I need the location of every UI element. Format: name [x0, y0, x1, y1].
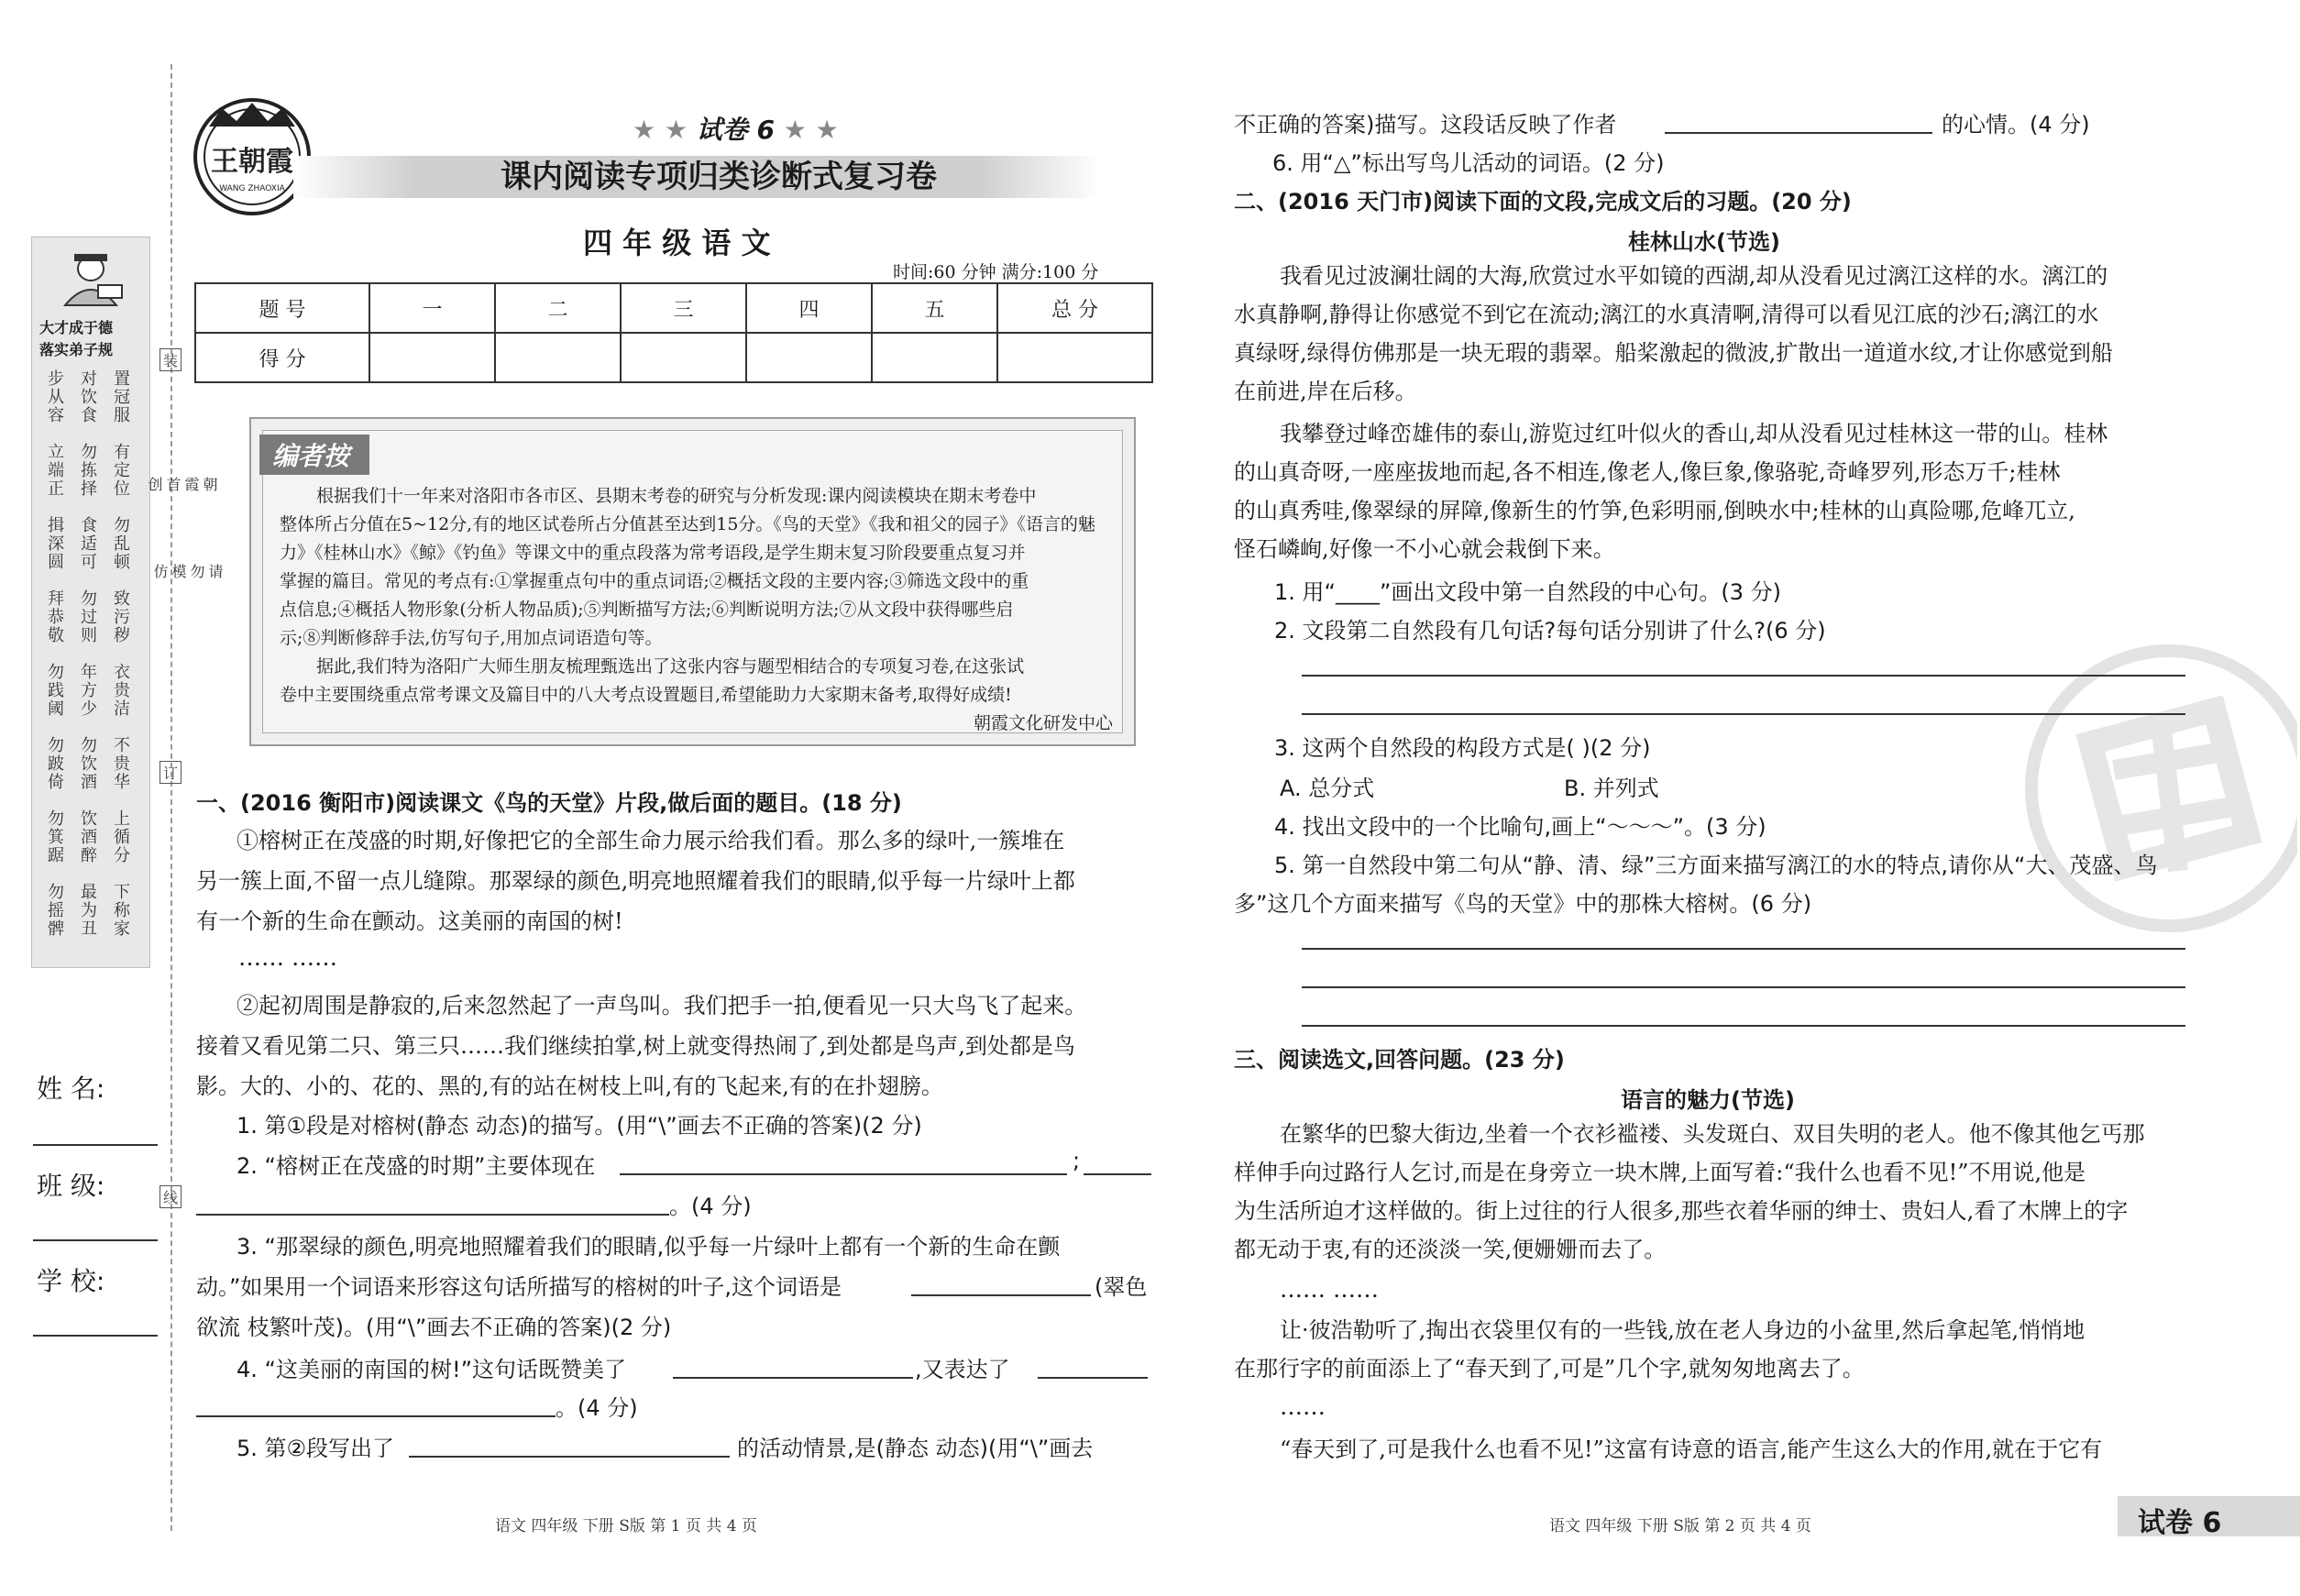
score-table	[194, 282, 1153, 383]
footer-badge: 试卷 6	[2138, 1507, 2222, 1539]
s1p1-line: 有一个新的生命在颤动。这美丽的南国的树!	[196, 908, 623, 934]
s3p2-line: 让·彼浩勒听了,掏出衣袋里仅有的一些钱,放在老人身边的小盆里,然后拿起笔,悄悄地	[1280, 1317, 2085, 1343]
s3p1-line: 在繁华的巴黎大街边,坐着一个衣衫褴褛、头发斑白、双目失明的老人。他不像其他乞丐那	[1280, 1121, 2145, 1147]
motto-title-2: 落实弟子规	[39, 341, 114, 358]
score-cell[interactable]	[872, 333, 997, 382]
s1p1-line: ①榕树正在茂盛的时期,好像把它的全部生命力展示给我们看。那么多的绿叶,一簇堆在	[237, 828, 1065, 853]
motto-column: 步从容	[45, 369, 64, 424]
s1-q2-answer-blank-3[interactable]	[196, 1214, 669, 1216]
side-note-1: 朝霞首创	[146, 477, 218, 493]
motto-panel	[31, 237, 150, 968]
semicolon: ;	[1073, 1148, 1081, 1173]
motto-column: 对饮食	[78, 369, 97, 424]
grade-subject: 四 年 级 语 文	[583, 226, 771, 260]
s1-q5-answer-blank[interactable]	[409, 1456, 730, 1458]
s1-q4-answer-blank-1[interactable]	[673, 1377, 913, 1379]
editor-note-line: 掌握的篇目。常见的考点有:①掌握重点句中的重点词语;②概括文段的主要内容;③筛选文段中的重	[280, 571, 1029, 591]
s1-q4-text: 4. “这美丽的南国的树!”这句话既赞美了	[237, 1357, 627, 1382]
motto-column: 有定位	[111, 443, 130, 498]
s1-q2-end: 。(4 分)	[669, 1194, 752, 1219]
s1-q5-mood-blank[interactable]	[1665, 132, 1932, 134]
s1-question-3-opt: (翠色	[1095, 1274, 1148, 1300]
binding-mark-3: 线	[160, 1185, 182, 1208]
section1-heading: 一、(2016 衡阳市)阅读课文《鸟的天堂》片段,做后面的题目。(18 分)	[196, 790, 902, 816]
s1-question-3-line2: 动。”如果用一个词语来形容这句话所描写的榕树的叶子,这个词语是	[196, 1274, 842, 1300]
s1-q5-rest: 的活动情景,是(静态 动态)(用“\”画去	[737, 1436, 1094, 1461]
name-field-label: 姓 名:	[37, 1073, 105, 1104]
s2p2-line: 我攀登过峰峦雄伟的泰山,游览过红叶似火的香山,却从没看见过桂林这一带的山。桂林	[1280, 421, 2108, 446]
s1p2-line: 影。大的、小的、花的、黑的,有的站在树枝上叫,有的飞起来,有的在扑翅膀。	[196, 1073, 943, 1099]
editor-note-title: 编者按	[259, 435, 369, 475]
section2-heading: 二、(2016 天门市)阅读下面的文段,完成文后的习题。(20 分)	[1234, 189, 1852, 215]
section3-ellipsis: …… ……	[1280, 1276, 1379, 1303]
s1-q4-answer-blank-2[interactable]	[1038, 1377, 1148, 1379]
motto-column: 上循分	[111, 809, 130, 864]
s1-q4-end: 。(4 分)	[556, 1395, 638, 1421]
motto-column: 勿过则	[78, 589, 97, 644]
motto-column: 勿跛倚	[45, 736, 64, 791]
class-field-input[interactable]	[33, 1239, 158, 1241]
s1-question-1: 1. 第①段是对榕树(静态 动态)的描写。(用“\”画去不正确的答案)(2 分)	[237, 1113, 922, 1139]
s2p1-line: 真绿呀,绿得仿佛那是一块无瑕的翡翠。船桨激起的微波,扩散出一道道水纹,才让你感觉到船	[1234, 340, 2113, 366]
editor-note-line: 根据我们十一年来对洛阳市各市区、县期末考卷的研究与分析发现:课内阅读模块在期末考卷中	[316, 486, 1037, 506]
motto-column: 致污秽	[111, 589, 130, 644]
class-field-label: 班 级:	[37, 1171, 105, 1201]
s1-q2-text: 2. “榕树正在茂盛的时期”主要体现在	[237, 1153, 596, 1179]
scholar-figure-icon	[49, 248, 133, 307]
exam-number: ★ ★ 试卷 6 ★ ★	[633, 115, 839, 145]
motto-column: 勿摇髀	[45, 883, 64, 938]
s2-q5-answer-line-3[interactable]	[1302, 1025, 2185, 1027]
school-field-label: 学 校:	[37, 1266, 105, 1296]
motto-column: 勿乱顿	[111, 516, 130, 571]
s3p1-line: 为生活所迫才这样做的。街上过往的行人很多,那些衣着华丽的绅士、贵妇人,看了木牌上的字	[1234, 1198, 2129, 1224]
score-header-cell: 三	[621, 283, 746, 333]
motto-column: 立端正	[45, 443, 64, 498]
section3-ellipsis-2: ……	[1280, 1393, 1326, 1420]
score-cell[interactable]	[369, 333, 495, 382]
s1-question-6: 6. 用“△”标出写鸟儿活动的词语。(2 分)	[1272, 150, 1665, 176]
editor-note-line: 力》《桂林山水》《鲸》《钓鱼》等课文中的重点段落为常考语段,是学生期末复习阶段要重点复习并	[280, 543, 1026, 563]
editor-note-box	[249, 417, 1136, 746]
section1-ellipsis: …… ……	[238, 944, 337, 971]
watermark-seal	[2022, 642, 2297, 935]
motto-column: 勿饮酒	[78, 736, 97, 791]
score-header-cell: 一	[369, 283, 495, 333]
editor-note-line: 卷中主要围绕重点常考课文及篇目中的八大考点设置题目,希望能助力大家期末备考,取得好成绩!	[280, 685, 1012, 705]
s2-q3-option-b[interactable]: B. 并列式	[1564, 776, 1659, 801]
s1p2-line: ②起初周围是静寂的,后来忽然起了一声鸟叫。我们把手一拍,便看见一只大鸟飞了起来。	[237, 993, 1087, 1018]
s1-question-3-line3: 欲流 枝繁叶茂)。(用“\”画去不正确的答案)(2 分)	[196, 1315, 672, 1340]
footer-left: 语文 四年级 下册 S版 第 1 页 共 4 页	[495, 1517, 757, 1535]
motto-column: 置冠服	[111, 369, 130, 424]
s2-question-1: 1. 用“____”画出文段中第一自然段的中心句。(3 分)	[1274, 579, 1782, 605]
motto-column: 年方少	[78, 663, 97, 718]
motto-column: 揖深圆	[45, 516, 64, 571]
score-header-cell: 二	[495, 283, 621, 333]
svg-text:WANG ZHAOXIA: WANG ZHAOXIA	[219, 184, 285, 193]
motto-column: 不贵华	[111, 736, 130, 791]
s2p1-line: 水真静啊,静得让你感觉不到它在流动;漓江的水真清啊,清得可以看见江底的沙石;漓江的水	[1234, 302, 2099, 327]
motto-column: 勿拣择	[78, 443, 97, 498]
page-title: 课内阅读专项归类诊断式复习卷	[501, 159, 937, 195]
editor-note-line: 示;⑧判断修辞手法,仿写句子,用加点词语造句等。	[280, 628, 663, 648]
s2p2-line: 的山真秀哇,像翠绿的屏障,像新生的竹笋,色彩明丽,倒映水中;桂林的山真险哪,危峰兀立,	[1234, 498, 2075, 523]
motto-column: 最为丑	[78, 883, 97, 938]
binding-mark-1: 装	[160, 348, 182, 371]
s2p1-line: 在前进,岸在后移。	[1234, 379, 1417, 404]
s1p1-line: 另一簇上面,不留一点儿缝隙。那翠绿的颜色,明亮地照耀着我们的眼睛,似乎每一片绿叶上都	[196, 868, 1075, 894]
name-field-input[interactable]	[33, 1144, 158, 1146]
s2-q3-option-a[interactable]: A. 总分式	[1280, 776, 1375, 801]
editor-note-line: 点信息;④概括人物形象(分析人物品质);⑤判断描写方法;⑥判断说明方法;⑦从文段中获得哪些启	[280, 600, 1014, 620]
score-cell[interactable]	[621, 333, 746, 382]
motto-column: 勿践阈	[45, 663, 64, 718]
s1p2-line: 接着又看见第二只、第三只……我们继续拍掌,树上就变得热闹了,到处都是鸟声,到处都是鸟	[196, 1033, 1075, 1059]
s1-q4-answer-blank-3[interactable]	[196, 1415, 556, 1417]
s1-question-2	[237, 1148, 595, 1180]
score-cell[interactable]	[997, 333, 1152, 382]
exam-number-text: 试卷 6	[696, 115, 775, 145]
motto-column: 拜恭敬	[45, 589, 64, 644]
side-note-2: 请勿模仿	[151, 564, 224, 580]
s2-question-5-line2: 多”这几个方面来描写《鸟的天堂》中的那株大榕树。(6 分)	[1234, 891, 1812, 917]
school-field-input[interactable]	[33, 1335, 158, 1337]
s2-question-3: 3. 这两个自然段的构段方式是( )(2 分)	[1274, 735, 1651, 761]
motto-column: 下称家	[111, 883, 130, 938]
score-header-cell: 四	[746, 283, 872, 333]
section2-passage-title: 桂林山水(节选)	[1628, 229, 1780, 255]
score-row-label: 得 分	[195, 333, 369, 382]
score-table-header-row	[195, 283, 1152, 333]
motto-title-1: 大才成于德	[39, 319, 114, 336]
motto-column: 饮酒醉	[78, 809, 97, 864]
s2p2-line: 的山真奇呀,一座座拔地而起,各不相连,像老人,像巨象,像骆驼,奇峰罗列,形态万千;桂林	[1234, 459, 2061, 485]
s1-q4-mid: ,又表达了	[915, 1357, 1010, 1382]
s2-q5-answer-line-2[interactable]	[1302, 986, 2185, 988]
s1-q5-cont-end: 的心情。(4 分)	[1942, 112, 2090, 138]
s1-question-3-line1: 3. “那翠绿的颜色,明亮地照耀着我们的眼睛,似乎每一片绿叶上都有一个新的生命在颤	[237, 1234, 1061, 1260]
s1-q5-text: 5. 第②段写出了	[237, 1436, 395, 1461]
motto-column: 衣贵洁	[111, 663, 130, 718]
footer-right: 语文 四年级 下册 S版 第 2 页 共 4 页	[1549, 1517, 1811, 1535]
s2-q5-answer-line-1[interactable]	[1302, 948, 2185, 950]
score-header-cell: 题 号	[195, 283, 369, 333]
section3-paragraph-3: “春天到了,可是我什么也看不见!”这富有诗意的语言,能产生这么大的作用,就在于它有	[1280, 1436, 2103, 1462]
s1-q5-cont-text: 不正确的答案)描写。这段话反映了作者	[1234, 112, 1617, 138]
score-cell[interactable]	[746, 333, 872, 382]
score-cell[interactable]	[495, 333, 621, 382]
s2-q2-answer-line-1[interactable]	[1302, 675, 2185, 677]
motto-column: 食适可	[78, 516, 97, 571]
s3p1-line: 样伸手向过路行人乞讨,而是在身旁立一块木牌,上面写着:“我什么也看不见!”不用说,他是	[1234, 1160, 2086, 1185]
score-table-score-row	[195, 333, 1152, 382]
s2-question-4: 4. 找出文段中的一个比喻句,画上“～～～”。(3 分)	[1274, 814, 1766, 840]
s1-q2-answer-blank-2[interactable]	[1084, 1173, 1151, 1175]
section3-heading: 三、阅读选文,回答问题。(23 分)	[1234, 1047, 1565, 1073]
score-header-cell: 总 分	[997, 283, 1152, 333]
score-header-cell: 五	[872, 283, 997, 333]
time-score-info: 时间:60 分钟 满分:100 分	[893, 262, 1099, 282]
s1-question-5-line1	[237, 1430, 394, 1462]
motto-column: 勿箕踞	[45, 809, 64, 864]
editor-note-inner	[262, 430, 1123, 733]
s3p1-line: 都无动于衷,有的还淡淡一笑,便姗姗而去了。	[1234, 1237, 1667, 1262]
binding-mark-2: 订	[160, 761, 182, 784]
s2p2-line: 怪石嶙峋,好像一不小心就会栽倒下来。	[1234, 536, 1615, 562]
section3-passage-title: 语言的魅力(节选)	[1621, 1087, 1795, 1113]
editor-note-line: 据此,我们特为洛阳广大师生朋友梳理甄选出了这张内容与题型相结合的专项复习卷,在这张试	[316, 656, 1025, 677]
s2-q2-answer-line-2[interactable]	[1302, 713, 2185, 715]
dashed-binding-line	[171, 64, 172, 1531]
s2p1-line: 我看见过波澜壮阔的大海,欣赏过水平如镜的西湖,却从没看见过漓江这样的水。漓江的	[1280, 263, 2108, 289]
s2-question-2: 2. 文段第二自然段有几句话?每句话分别讲了什么?(6 分)	[1274, 618, 1826, 644]
s2-question-5-line1: 5. 第一自然段中第二句从“静、清、绿”三方面来描写漓江的水的特点,请你从“大、茂盛、鸟	[1274, 853, 2158, 878]
s1-q3-answer-blank[interactable]	[911, 1294, 1091, 1296]
editor-note-line: 整体所占分值在5~12分,有的地区试卷所占分值甚至达到15分。《鸟的天堂》《我和祖父的园子》《语言的魅	[280, 514, 1095, 534]
editor-note-signature: 朝霞文化研发中心	[973, 713, 1113, 733]
s1-q2-answer-blank-1[interactable]	[620, 1173, 1067, 1175]
s3p2-line: 在那行字的前面添上了“春天到了,可是”几个字,就匆匆地离去了。	[1234, 1356, 1865, 1381]
s1-q5-continued	[1234, 106, 1616, 138]
s1-question-4-line1	[237, 1351, 626, 1383]
svg-text:王朝霞: 王朝霞	[211, 146, 293, 178]
